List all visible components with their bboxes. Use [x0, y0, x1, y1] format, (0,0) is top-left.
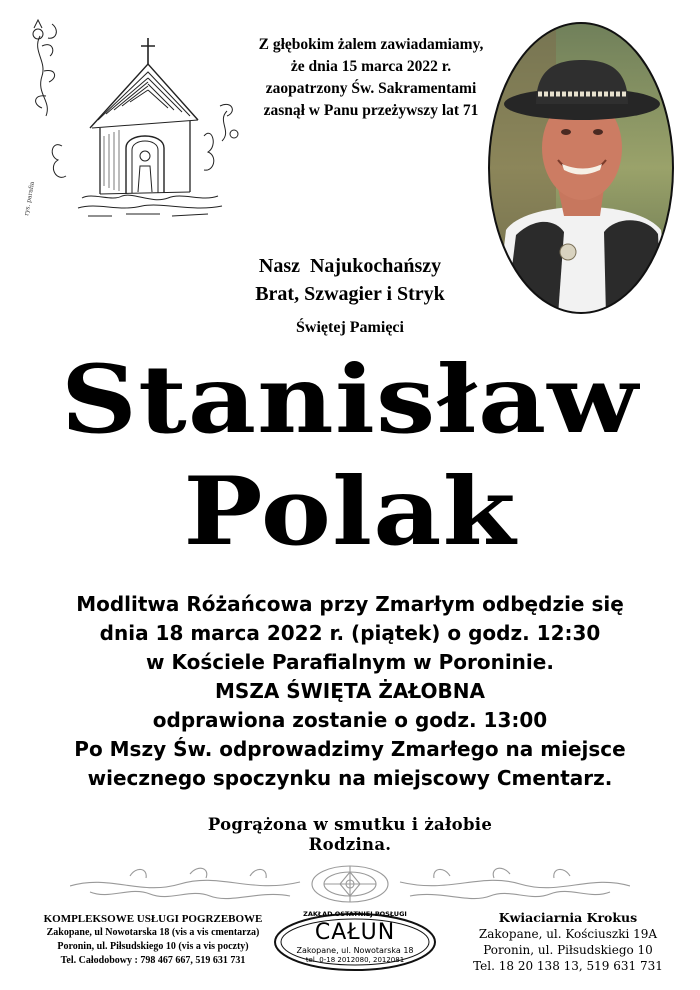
ceremony-line: w Kościele Parafialnym w Poroninie. — [146, 650, 554, 674]
ceremony-line: MSZA ŚWIĘTA ŻAŁOBNA — [215, 679, 485, 703]
relation-line-1: Nasz Najukochańszy — [258, 255, 442, 277]
deceased-last-name: Polak — [183, 457, 517, 567]
death-announcement — [240, 34, 502, 122]
ceremony-line: Modlitwa Różańcowa przy Zmarłym odbędzie się — [76, 592, 624, 616]
calun-logo — [270, 906, 440, 974]
calun-top-text: ZAKŁAD OSTATNIEJ POSŁUGI — [303, 910, 407, 918]
florist-name: Kwiaciarnia Krokus — [498, 910, 638, 925]
family-line-2: Rodzina. — [308, 835, 392, 854]
funeral-address-1: Zakopane, ul Nowotarska 18 (vis a vis cmentarza) — [46, 927, 260, 938]
funeral-services-title: KOMPLEKSOWE USŁUGI POGRZEBOWE — [43, 913, 263, 925]
calun-address: Zakopane, ul. Nowotarska 18 — [296, 946, 414, 955]
florist-address-1: Zakopane, ul. Kościuszki 19A — [478, 927, 658, 941]
announcement-line: że dnia 15 marca 2022 r. — [290, 58, 452, 75]
funeral-address-2: Poronin, ul. Piłsudskiego 10 (vis a vis poczty) — [57, 941, 249, 952]
florist-address-2: Poronin, ul. Piłsudskiego 10 — [483, 943, 653, 957]
funeral-services-info — [14, 912, 292, 968]
florist-info — [446, 910, 690, 974]
relation-line-2: Brat, Szwagier i Stryk — [255, 283, 445, 305]
memory-phrase: Świętej Pamięci — [296, 319, 404, 336]
calun-name: CAŁUN — [314, 920, 396, 945]
announcement-line: Z głębokim żalem zawiadamiamy, — [258, 36, 484, 53]
family-signature — [100, 815, 600, 855]
calun-phone: tel. 0-18 2012080, 2012081 — [305, 956, 405, 964]
ceremony-line: dnia 18 marca 2022 r. (piątek) o godz. 12:30 — [99, 621, 601, 645]
ceremony-line: odprawiona zostanie o godz. 13:00 — [152, 708, 548, 732]
svg-text:rys. parafia: rys. parafia — [23, 181, 36, 217]
chapel-sketch-illustration — [22, 16, 247, 231]
ceremony-details — [40, 590, 660, 793]
deceased-first-name: Stanisław — [60, 345, 640, 455]
deceased-portrait-photo — [486, 20, 676, 316]
announcement-line: zasnął w Panu przeżywszy lat 71 — [263, 102, 479, 119]
florist-phone: Tel. 18 20 138 13, 519 631 731 — [473, 959, 663, 973]
announcement-line: zaopatrzony Św. Sakramentami — [265, 80, 477, 97]
floral-ornament-divider — [70, 856, 630, 908]
relation-text — [200, 252, 500, 308]
family-line-1: Pogrążona w smutku i żałobie — [207, 815, 493, 834]
ceremony-line: Po Mszy Św. odprowadzimy Zmarłego na miejsce — [74, 737, 626, 761]
funeral-phone: Tel. Całodobowy : 798 467 667, 519 631 731 — [60, 955, 246, 966]
ceremony-line: wiecznego spoczynku na miejscowy Cmentarz. — [87, 766, 613, 790]
